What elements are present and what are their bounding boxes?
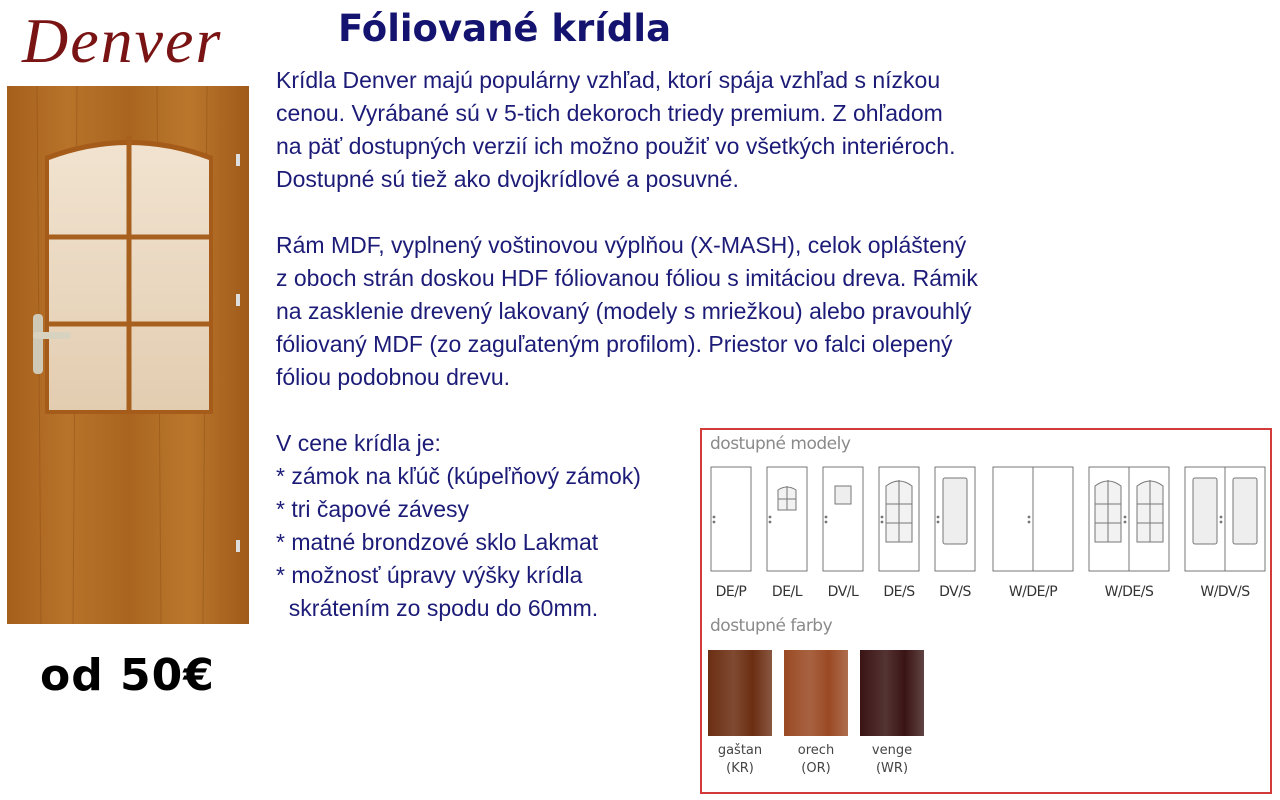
catalog-panel (700, 428, 1272, 794)
construction-line: z oboch strán doskou HDF fóliovanou fóliou s imitáciou dreva. Rámik (276, 265, 978, 291)
includes-item: skrátením zo spodu do 60mm. (276, 595, 599, 621)
model-de-p-diagram (710, 466, 752, 572)
model-label: W/DE/S (1104, 584, 1154, 600)
color-code: (KR) (726, 761, 754, 776)
model-dv-l-diagram (822, 466, 864, 572)
model-label: W/DE/P (1008, 584, 1058, 600)
door-photo (7, 86, 249, 624)
price-label: od 50€ (40, 650, 215, 701)
page-title: Fóliované krídla (338, 7, 672, 50)
description-line: Krídla Denver majú populárny vzhľad, ktorí spája vzhľad s nízkou (276, 67, 941, 93)
includes-item: * tri čapové závesy (276, 496, 470, 522)
color-label (705, 742, 775, 778)
model-label: DE/P (715, 584, 747, 600)
model-de-s-diagram (878, 466, 920, 572)
colors-heading: dostupné farby (710, 616, 833, 636)
color-label (857, 742, 927, 778)
construction-line: na zasklenie drevený lakovaný (modely s mriežkou) alebo pravouhlý (276, 298, 972, 324)
model-label: DE/S (883, 584, 915, 600)
model-w-de-s-diagram (1088, 466, 1170, 572)
color-code: (WR) (875, 761, 909, 776)
color-code: (OR) (801, 761, 831, 776)
model-dv-s-diagram (934, 466, 976, 572)
description-paragraph (276, 64, 955, 196)
color-name: orech (797, 743, 835, 758)
construction-line: fóliou podobnou drevu. (276, 364, 511, 390)
construction-line: Rám MDF, vyplnený voštinovou výplňou (X-MASH), celok opláštený (276, 232, 967, 258)
model-label: DV/L (827, 584, 859, 600)
includes-item: * možnosť úpravy výšky krídla (276, 562, 583, 588)
construction-paragraph (276, 229, 978, 394)
color-name: venge (871, 743, 913, 758)
description-line: na päť dostupných verzií ich možno použiť vo všetkých interiéroch. (276, 133, 956, 159)
color-name: gaštan (717, 743, 763, 758)
color-swatch-orech (784, 650, 848, 736)
includes-item: * matné brondzové sklo Lakmat (276, 529, 599, 555)
description-line: cenou. Vyrábané sú v 5-tich dekoroch triedy premium. Z ohľadom (276, 100, 943, 126)
includes-item: * zámok na kľúč (kúpeľňový zámok) (276, 463, 641, 489)
model-label: DV/S (939, 584, 971, 600)
description-line: Dostupné sú tiež ako dvojkrídlové a posuvné. (276, 166, 739, 192)
model-w-dv-s-diagram (1184, 466, 1266, 572)
model-label: DE/L (771, 584, 803, 600)
model-de-l-diagram (766, 466, 808, 572)
includes-list (276, 427, 641, 625)
color-label (781, 742, 851, 778)
includes-title: V cene krídla je: (276, 430, 441, 456)
model-w-de-p-diagram (992, 466, 1074, 572)
construction-line: fóliovaný MDF (zo zaguľateným profilom). Priestor vo falci olepený (276, 331, 953, 357)
color-swatch-venge (860, 650, 924, 736)
model-label: W/DV/S (1200, 584, 1250, 600)
brand-logo: Denver (22, 5, 223, 76)
models-heading: dostupné modely (710, 434, 851, 454)
color-swatch-gastan (708, 650, 772, 736)
